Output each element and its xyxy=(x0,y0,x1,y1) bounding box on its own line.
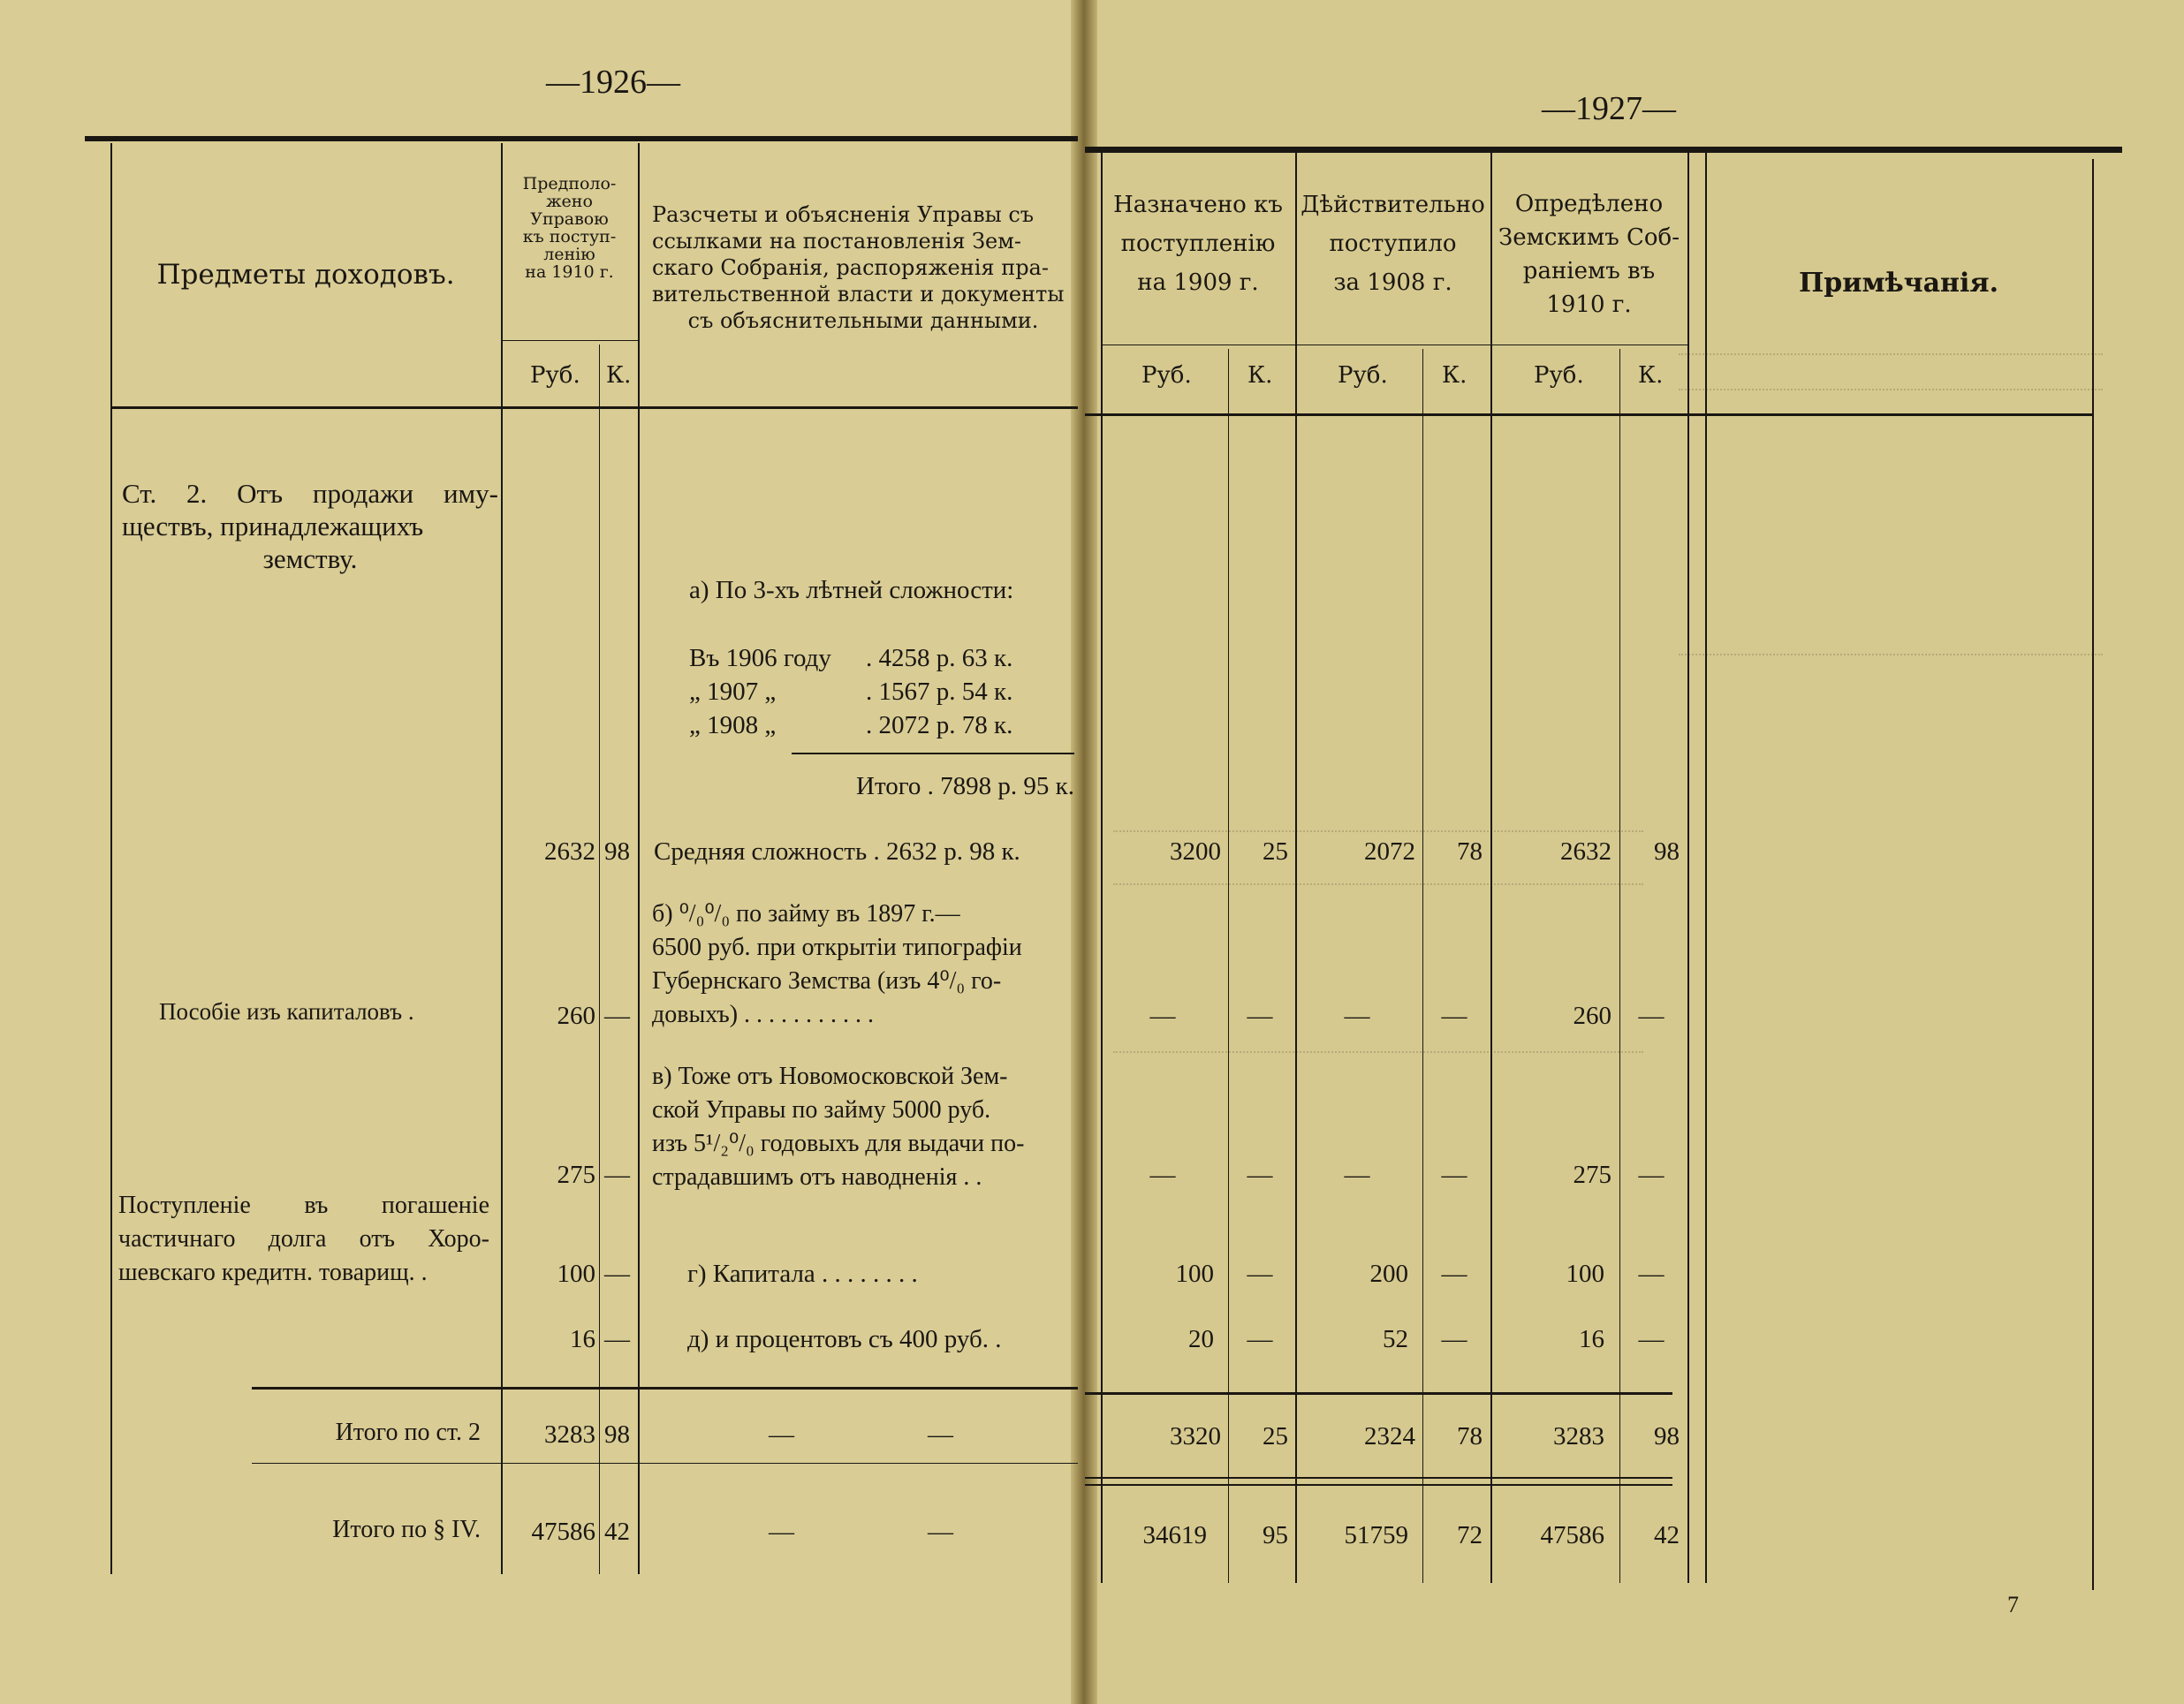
left-page-number: —1926— xyxy=(546,64,680,101)
total-rule xyxy=(1085,1484,1672,1486)
total-p4-dash: — xyxy=(769,1518,794,1546)
row4-r08-rub: 52 xyxy=(1383,1325,1408,1353)
row0-prop-rub: 2632 xyxy=(544,837,595,866)
row2-r08-kop: — xyxy=(1441,1161,1467,1189)
total-st2-d10-kop: 98 xyxy=(1654,1422,1680,1450)
col-subjects-header: Предметы доходовъ. xyxy=(156,259,455,291)
sub-b-text: б) ⁰/₀⁰/₀ по займу въ 1897 г.— 6500 руб. при открытіи типографіи Губернскаго Земства (изъ 4⁰/₀ го- довыхъ) . . . . . . . . . . . xyxy=(652,900,1022,1028)
row0-prop-kop: 98 xyxy=(604,837,630,866)
column-rule xyxy=(638,143,640,1574)
total-st2-d10-rub: 3283 xyxy=(1553,1422,1604,1450)
total-st2-prop-kop: 98 xyxy=(604,1420,630,1449)
row0-a09-kop: 25 xyxy=(1263,837,1288,866)
bleed-through-text xyxy=(1679,654,2103,671)
column-rule xyxy=(1422,349,1423,1583)
row1-a09-kop: — xyxy=(1247,1002,1273,1030)
row3-prop-rub: 100 xyxy=(557,1260,595,1288)
rub-header: Руб. xyxy=(1141,362,1192,389)
column-rule xyxy=(1687,152,1689,1583)
column-rule xyxy=(501,143,503,1574)
total-st2-r08-rub: 2324 xyxy=(1364,1422,1415,1450)
row2-prop-kop: — xyxy=(604,1161,630,1189)
total-st2-a09-kop: 25 xyxy=(1263,1422,1288,1450)
row2-a09-kop: — xyxy=(1247,1161,1273,1189)
bleed-through-text xyxy=(1679,353,2103,371)
row2-prop-rub: 275 xyxy=(557,1161,595,1189)
row0-a09-rub: 3200 xyxy=(1170,837,1221,866)
sub-a-years: Въ 1906 году . 4258 р. 63 к. „ 1907 „ . 1567 р. 54 к. „ 1908 „ . 2072 р. 78 к. xyxy=(689,644,1013,739)
total-p4-d10-rub: 47586 xyxy=(1540,1521,1604,1549)
header-rule xyxy=(110,406,1078,409)
bleed-through-text xyxy=(1679,389,2103,406)
row1-a09-rub: — xyxy=(1149,1002,1176,1030)
row3-r08-kop: — xyxy=(1441,1260,1467,1288)
row1-prop-kop: — xyxy=(604,1002,630,1030)
total-p4-prop-kop: 42 xyxy=(604,1518,630,1546)
total-p4-label: Итого по § IV. xyxy=(332,1516,481,1543)
book-gutter xyxy=(1071,0,1097,1704)
sum-rule xyxy=(792,753,1074,754)
kop-header: К. xyxy=(1442,362,1467,389)
total-st2-dash: — xyxy=(928,1420,953,1449)
top-rule-left xyxy=(85,136,1078,141)
row3-r08-rub: 200 xyxy=(1369,1260,1408,1288)
repayment-text: Поступленіе въ погашеніе частичнаго долга отъ Хоро- шевскаго кредитн. товарищ. . xyxy=(118,1192,489,1286)
row2-d10-rub: 275 xyxy=(1573,1161,1611,1189)
row1-r08-kop: — xyxy=(1441,1002,1467,1030)
row0-d10-rub: 2632 xyxy=(1560,837,1611,866)
row1-prop-rub: 260 xyxy=(557,1002,595,1030)
kop-header: К. xyxy=(1247,362,1273,389)
row3-prop-kop: — xyxy=(604,1260,630,1288)
kop-header: К. xyxy=(606,362,632,389)
bleed-through-text xyxy=(1113,1051,1643,1069)
row1-d10-kop: — xyxy=(1638,1002,1665,1030)
sub-v-text: в) Тоже отъ Новомосковской Зем- ской Управы по займу 5000 руб. изъ 5¹/₂⁰/₀ годовыхъ для выдачи по- страдавшимъ отъ наводненія . . xyxy=(652,1063,1025,1191)
footer-mark: 7 xyxy=(2007,1592,2019,1617)
total-rule xyxy=(252,1387,1078,1390)
rub-header: Руб. xyxy=(1338,362,1388,389)
col-proposed-header: Предполо- жено Управою къ поступ- ленію на 1910 г. xyxy=(522,174,617,282)
total-rule xyxy=(1085,1392,1672,1395)
row3-d10-rub: 100 xyxy=(1566,1260,1604,1288)
column-rule xyxy=(110,143,112,1574)
column-rule xyxy=(1490,152,1492,1583)
column-rule xyxy=(1295,152,1297,1583)
sub-a-total: Итого . 7898 р. 95 к. xyxy=(856,772,1074,800)
col-notes-header: Примѣчанія. xyxy=(1798,268,1999,299)
sub-d-text: д) и процентовъ съ 400 руб. . xyxy=(687,1325,1002,1353)
row2-d10-kop: — xyxy=(1638,1161,1665,1189)
total-p4-a09-rub: 34619 xyxy=(1142,1521,1207,1549)
sub-a-average: Средняя сложность . 2632 р. 98 к. xyxy=(654,837,1020,866)
col-assigned-1909-header: Назначено къ поступленію на 1909 г. xyxy=(1113,192,1283,296)
top-rule-right xyxy=(1085,147,2122,153)
row3-a09-rub: 100 xyxy=(1175,1260,1214,1288)
row2-r08-rub: — xyxy=(1344,1161,1370,1189)
column-rule xyxy=(2092,159,2094,1590)
col-received-1908-header: Дѣйствительно поступило за 1908 г. xyxy=(1301,192,1485,296)
total-st2-label: Итого по ст. 2 xyxy=(335,1419,481,1446)
column-rule xyxy=(1619,349,1620,1583)
total-p4-d10-kop: 42 xyxy=(1654,1521,1680,1549)
total-rule xyxy=(252,1463,1078,1464)
bleed-through-text xyxy=(1113,883,1643,901)
total-st2-dash: — xyxy=(769,1420,794,1449)
sub-a-heading: а) По 3-хъ лѣтней сложности: xyxy=(689,576,1014,604)
right-page-number: —1927— xyxy=(1542,90,1676,127)
row4-a09-rub: 20 xyxy=(1188,1325,1214,1353)
header-rule xyxy=(1085,413,2094,416)
total-rule xyxy=(1085,1477,1672,1479)
column-rule xyxy=(1228,349,1229,1583)
sub-g-text: г) Капитала . . . . . . . . xyxy=(687,1260,918,1288)
subheader-rule xyxy=(501,340,638,341)
total-p4-a09-kop: 95 xyxy=(1263,1521,1288,1549)
row4-r08-kop: — xyxy=(1441,1325,1467,1353)
total-p4-r08-rub: 51759 xyxy=(1344,1521,1408,1549)
col-calculations-header: Разсчеты и объясненія Управы съ ссылками на постановленія Зем- скаго Собранія, распоряженія пра- вительственной власти и документы съ объяснительными данными. xyxy=(652,202,1065,333)
rub-header: Руб. xyxy=(530,362,580,389)
row4-prop-rub: 16 xyxy=(570,1325,595,1353)
row1-subject: Пособіе изъ капиталовъ . xyxy=(159,998,414,1025)
total-st2-r08-kop: 78 xyxy=(1457,1422,1483,1450)
total-p4-r08-kop: 72 xyxy=(1457,1521,1483,1549)
col-determined-1910-header: Опредѣлено Земскимъ Соб- раніемъ въ 1910 г. xyxy=(1498,191,1680,318)
row2-a09-rub: — xyxy=(1149,1161,1176,1189)
row4-d10-kop: — xyxy=(1638,1325,1665,1353)
row3-d10-kop: — xyxy=(1638,1260,1665,1288)
column-rule xyxy=(1101,152,1103,1583)
row1-d10-rub: 260 xyxy=(1573,1002,1611,1030)
row4-a09-kop: — xyxy=(1247,1325,1273,1353)
row0-d10-kop: 98 xyxy=(1654,837,1680,866)
row1-r08-rub: — xyxy=(1344,1002,1370,1030)
column-rule xyxy=(1705,152,1707,1583)
total-p4-dash: — xyxy=(928,1518,953,1546)
total-st2-prop-rub: 3283 xyxy=(544,1420,595,1449)
row3-a09-kop: — xyxy=(1247,1260,1273,1288)
row0-r08-kop: 78 xyxy=(1457,837,1483,866)
column-rule xyxy=(599,345,600,1574)
row0-r08-rub: 2072 xyxy=(1364,837,1415,866)
section-title: Ст. 2. Отъ продажи иму- ществъ, принадлежащихъ земству. xyxy=(122,478,498,574)
rub-header: Руб. xyxy=(1534,362,1584,389)
row4-d10-rub: 16 xyxy=(1579,1325,1604,1353)
row4-prop-kop: — xyxy=(604,1325,630,1353)
total-p4-prop-rub: 47586 xyxy=(531,1518,595,1546)
total-st2-a09-rub: 3320 xyxy=(1170,1422,1221,1450)
kop-header: К. xyxy=(1638,362,1664,389)
